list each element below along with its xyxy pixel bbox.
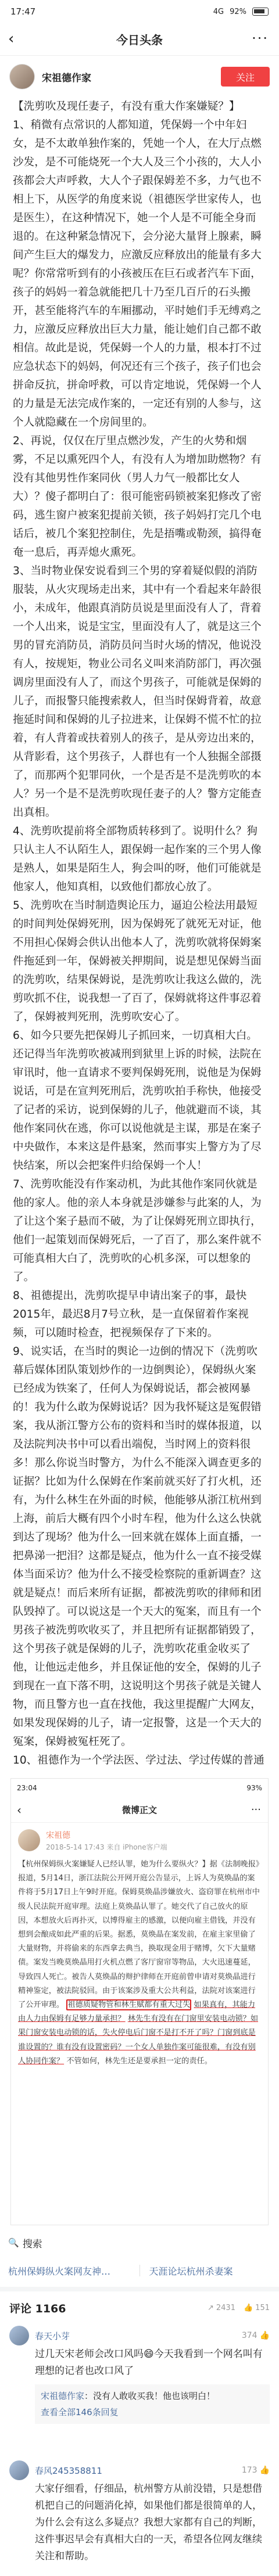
embed-user-row	[11, 1823, 268, 1858]
author-row	[0, 58, 279, 95]
like-stat[interactable]	[244, 2304, 270, 2312]
related-search-item[interactable]: 杭州保姆纵火案网友神…	[8, 2265, 111, 2277]
article-paragraph: 4、洗剪吹提前将全部物质转移到了。说明什么？狗只认主人不认陌生人，跟保姆一起作案的三个男人像是熟人，如果是陌生人，狗会叫的呀，他们可能就是他家人，他知真相，以致他们都放心放了。	[13, 825, 262, 893]
comment-text: 过几天宋老师会改口风吗😄今天我看到一个网名叫有理想的记者也改口风了	[35, 2348, 263, 2377]
comment-avatar[interactable]	[9, 2326, 29, 2345]
related-searches	[0, 2258, 279, 2283]
search-icon: 🔍	[8, 2237, 19, 2248]
embed-nav-bar	[11, 1797, 268, 1823]
article-paragraph: 8、祖德提出，洗剪吹提早申请出案子的事，最快2015年，最迟8月7号立秋，是一直保留着作案视频，可以随时检查，把视频保存了下来的。	[13, 1290, 249, 1339]
forward-stat[interactable]	[208, 2304, 235, 2312]
embed-text	[11, 1858, 268, 2068]
signal-icon: 4G	[213, 7, 224, 16]
author-avatar[interactable]	[9, 64, 35, 89]
embed-text-underlined: 如果真有，其能力由人力由保姆有足够力量承担？	[18, 2001, 256, 2024]
view-all-replies-link[interactable]: 查看全部146条回复	[41, 2407, 119, 2417]
status-bar	[0, 0, 279, 23]
comment-text: 大家仔细看，仔细品，杭州警方从前没错，只是想借机把自己的问题消化掉，如果他们都是很简单的人，为什么会有这么多疑点？我想大家都有自己的判断，这件事迟早会有真相大白的一天，希望各位网友继续关注和帮助。	[35, 2483, 262, 2562]
embed-text-plain: 【杭州保姆纵火案嫌疑人已经认罪，她为什么要纵火？】据《法制晚报》报道，5月14日，浙江法院公开网开庭公告显示，上诉人为莫焕晶的案件将于5月17日上午9时开庭。保姆莫焕晶涉嫌放火、盗窃罪在杭州市中级人民法院开庭审理。法庭上莫焕晶认罪了。她交代了自己放火的原因，本想放火后再扑灭，以博得雇主的感激，以便向雇主借钱，并没有想到会酿成如此严重的后果。据悉，莫焕晶在案发前，在雇主家里偷了大量财物，并将偷来的东西拿去典当，换取现金用于赌博，欠下大量赌债。案发当晚莫焕晶用打火机点燃了客厅窗帘等物品，大火迅速蔓延，导致四人死亡。被告人莫焕晶的辩护律师在开庭前曾申请对莫焕晶进行精神鉴定，被法院驳回。由于该案涉及重大公共利益，法院对该案进行了公开审理。	[18, 1860, 260, 2010]
comment-like-count: 374	[241, 2331, 257, 2340]
article-paragraph: 1、稍微有点常识的人都知道，凭保姆一个中年妇女，是不太敢单独作案的，凭她一个人，在大厅点燃沙发，是不可能烧死一个大人及三个小孩的，大人小孩都会大声呼救，大人个子跟保姆差不多，力气也不相上下，从医学的角度来说（祖德医学世家传人，也是医生），在这种情况下，她一个人是不可能全身而退的。在这种紧急情况下，会分泌大量肾上腺素，瞬间产生巨大的爆发力，应激反应释放出的能量有多大呢？你常常听到有的小孩被压在巨石或者汽车下面，孩子的妈妈一着急就能把几十乃至几百斤的石头搬开，甚至能将汽车的车厢挪动，平时她们手无缚鸡之力，应激反应释放出巨大力量，能让她们自己都不敢相信。故此是说，凭保姆一个人的力量，根本打不过应急状态下的妈妈，何况还有三个孩子，孩子们也会拼命反抗，拼命呼救，可以肯定地说，凭保姆一个人的力量是无法完成作案的，一定还有别的人参与，这个人就隐藏在一个房间里的。	[13, 119, 262, 429]
reply-author[interactable]: 宋祖德作家	[41, 2391, 85, 2401]
section-divider	[0, 2287, 279, 2291]
forward-icon: ↗	[207, 2303, 214, 2312]
status-time: 17:47	[10, 6, 36, 17]
article-headline: 【洗剪吹及现任妻子，有没有重大作案嫌疑？】	[13, 100, 240, 113]
comment-author[interactable]: 春风245358811	[35, 2465, 102, 2476]
comment-item	[0, 2460, 279, 2565]
comment-author[interactable]: 春天小芽	[35, 2330, 70, 2341]
embed-status-time: 23:04	[17, 1784, 37, 1792]
search-section[interactable]	[0, 2230, 279, 2255]
comments-count: 评论 1166	[9, 2302, 66, 2315]
embed-text-plain: 不管如何，林先生还是要承担一定的责任。	[66, 2056, 212, 2066]
thumb-up-icon: 👍	[243, 2303, 253, 2312]
embed-avatar	[18, 1829, 40, 1851]
article-paragraph: 10、祖德作为一个学法医、学过法、学过传媒的普通	[13, 1754, 264, 1766]
article-paragraph: 6、如今只要先把保姆儿子抓回来，一切真相大白。还记得当年洗剪吹被减刑到狱里上诉的时候，法院在审讯时，他一直请求不要判保姆死刑，说他是为保姆说话，可是在宣判死刑后，洗剪吹拍手称快，他接受了记者的采访，说到保姆的儿子，他就避而不谈，其他作案同伙在逃，你可以说他就是主谋，那是在案子中央做作，本来这是件悬案，然而事实上警方为了尽快结案，所以会把案件归给保姆一个人！	[13, 1030, 262, 1172]
article-paragraph: 5、洗剪吹在当时制造舆论压力，逼迫公检法用最短的时间判处保姆死刑，因为保姆死了就死无对证，他不用担心保姆会供认出他本人了，洗剪吹就将保姆案件拖延到一年，保姆被关押期间，说是想见保姆当面的洗剪吹，结果保姆说，是洗剪吹让我这么做的，洗剪吹抓不住，说我想一了百了，保姆就将这件事忍着了，保姆被判死刑，洗剪吹安心了。	[13, 900, 262, 1023]
reply-preview[interactable]	[35, 2384, 270, 2424]
comment-item	[0, 2325, 279, 2424]
battery-level: 92%	[230, 7, 246, 16]
embed-back-arrow-icon: ‹	[17, 1803, 22, 1817]
thumb-up-icon: 👍	[259, 2331, 270, 2340]
embed-text-highlighted: 祖德质疑物管和林生赋都有重大过失	[67, 2001, 191, 2010]
embedded-weibo-screenshot[interactable]	[10, 1778, 269, 2225]
comment-avatar[interactable]	[9, 2460, 29, 2480]
comments-header	[0, 2294, 279, 2322]
back-arrow-icon[interactable]: ‹	[8, 30, 15, 48]
article-paragraph: 7、洗剪吹能没有作案动机，为此其他作案同伙就是他的家人。他的亲人本身就是涉嫌参与此案的人，为了让这个案子悬而不破，为了让保姆死刑立即执行，他们一起策划而保姆死后，一了百了，那么案件就不可能真相大白了，洗剪吹的心机多深，可以想象的了。	[13, 1178, 262, 1283]
search-label: 搜索	[22, 2238, 42, 2250]
embed-more-dots-icon: ···	[251, 1804, 261, 1816]
article-paragraph: 2、再说，仅仅在厅里点燃沙发，产生的火势和烟雾，不足以熏死四个人，有没有人为增加助燃物？有没有其他男性作案同伙（男人力气一般都比女人大）？傻子都明白了：很可能密码锁被案犯修改了密码，逃生窗户被案犯提前关锁，孩子妈妈打完几个电话后，被几个案犯控制住，先是捂嘴或勒颈，搞得奄奄一息后，再弄熄火熏死。	[13, 435, 262, 559]
comment-like-button[interactable]	[242, 2466, 270, 2475]
article-paragraph: 3、当时物业保安说看到三个男的穿着疑似假的消防服装，从火灾现场走出来，其中有一个看起来年龄很小，未成年，他跟真消防员说是里面没有人了，背着一个人出来，说是宝宝，里面没有人了，就是这三个男的冒充消防员，消防员问当时火场的情况，他说没有人，按规矩，物业公司名义叫来消防部门，再次强调房里面没有人了，而这个男孩子，可能就是保姆的儿子，而报警只能搜索救人，但当时保姆背着，故意拖延时间和保姆的儿子拉进来，让保姆不慌不忙的拉着，有人背着或扶着别人的孩子，是从旁边出来的，从背影看，这个男孩子，人群也有一个人独掘全部摄了，而那两个犯罪同伙，一个是否是不是洗剪吹的本人？另一个是不是洗剪吹现任妻子的人？警方定能查出真相。	[13, 565, 262, 819]
like-count: 151	[255, 2303, 270, 2312]
comment-like-count: 173	[241, 2466, 257, 2475]
article-body	[13, 98, 266, 1771]
embed-user-time: 2018-5-14 17:43 来自 iPhone客户端	[46, 1843, 167, 1851]
follow-button[interactable]: 关注	[221, 67, 270, 87]
nav-bar	[0, 23, 279, 56]
article-paragraph: 9、说实话，在当时的舆论一边倒的情况下（洗剪吹幕后媒体团队策划炒作的一边倒舆论），保姆纵火案已经成为铁案了，任何人为保姆说话，都会被网暴的！我为什么敢为保姆说话？因为我怀疑这是冤假错案，我从浙江警方公布的资料和当时的媒体报道，以及法院判决书中可以看出端倪，当时网上的资料很多！那么你说当时警方，为什么不能深入调查更多的证据？比如为什么保姆在作案前就买好了打火机，还有，为什么林生在外面的时候，他能够从浙江杭州到上海，前后大概有四个小时车程，他为什么这么快就到达了现场？他为什么一回来就在媒体上面直播，一把鼻涕一把泪？这都是疑点，他为什么一直不接受媒体当面采访？他为什么不接受检察院的重新调查？这就是疑点！而后来所有证据，都被洗剪吹的律师和团队毁掉了。可以说这是一个天大的冤案，而且有一个男孩子被洗剪吹收买了，并且把所有证据都销毁了，这个男孩子就是保姆的儿子，洗剪吹花重金收买了他，让他远走他乡，并且保证他的安全，保姆的儿子到现在一直下落不明，这说明这个男孩子就是关键人物，而且警方也一直在找他，我这里提醒广大网友，如果发现保姆的儿子，请一定报警，这是一个天大的冤案，保姆被冤枉死了。	[13, 1345, 262, 1748]
page-title: 今日头条	[116, 33, 163, 47]
embed-status-battery: 93%	[246, 1784, 262, 1792]
forward-count: 2431	[216, 2303, 235, 2312]
battery-icon	[252, 8, 269, 16]
more-dots-icon[interactable]: ···	[252, 30, 269, 46]
comment-like-button[interactable]	[242, 2331, 270, 2340]
author-name[interactable]: 宋祖德作家	[42, 72, 91, 84]
embed-text-underlined: 林先生有没有在门窗里安装电动锁？如果门窗安装电动锁的话，失火停电后门窗不是打不开了吗？门窗到底是谁设置的？谁有没有设置密码？一个女人单独作案可能很难，有没有别人协同作案？	[18, 2014, 259, 2066]
embed-title: 微博正文	[121, 1805, 157, 1815]
related-search-item[interactable]: 天涯论坛杭州杀妻案	[149, 2265, 233, 2277]
embed-status-bar	[11, 1779, 268, 1797]
embed-user-name: 宋祖德	[46, 1830, 70, 1840]
thumb-up-icon: 👍	[259, 2466, 270, 2475]
reply-text: ：没有人敢收买我！他也该明白！	[84, 2391, 216, 2401]
